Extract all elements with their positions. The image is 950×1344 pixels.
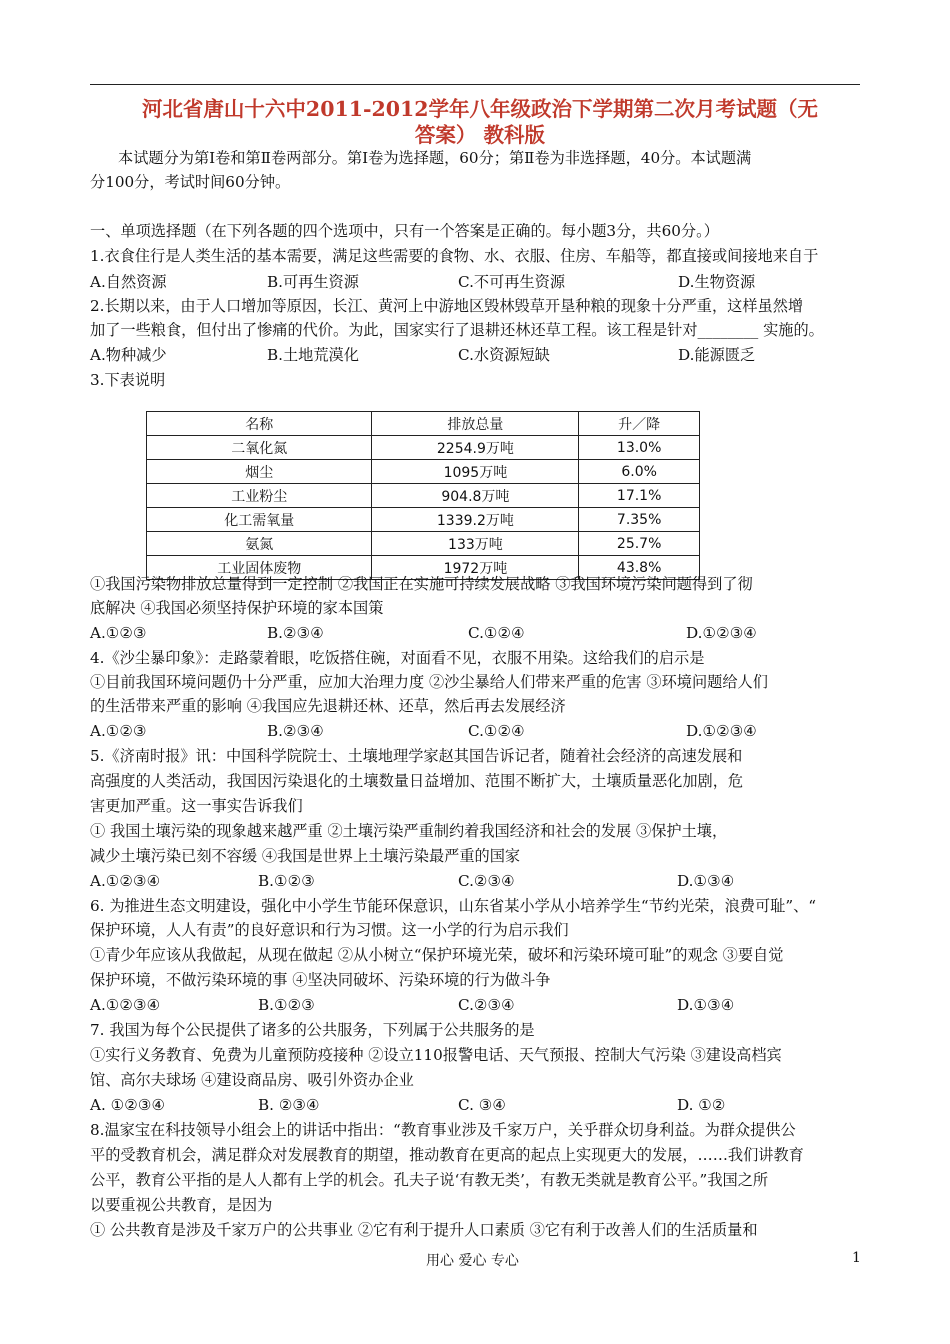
q2-options bbox=[90, 345, 860, 365]
table-cell: 1095万吨 bbox=[372, 460, 579, 484]
q6-line-3: ①青少年应该从我做起，从现在做起 ②从小树立“保护环境光荣，破坏和污染环境可耻”的观念 ③要自觉 bbox=[90, 946, 784, 964]
q4-option-c: C.①②④ bbox=[468, 722, 525, 740]
q7-option-d: D. ①② bbox=[677, 1096, 726, 1114]
q4-options bbox=[90, 721, 860, 741]
table-cell: 25.7% bbox=[579, 532, 700, 556]
q8-line-5: ① 公共教育是涉及千家万户的公共事业 ②它有利于提升人口素质 ③它有利于改善人们的生活质量和 bbox=[90, 1221, 758, 1239]
q3-line-2: 底解决 ④我国必须坚持保护环境的家本国策 bbox=[90, 599, 384, 617]
table-cell: 7.35% bbox=[579, 508, 700, 532]
table-cell: 43.8% bbox=[579, 556, 700, 580]
q6-line-1: 6. 为推进生态文明建设，强化中小学生节能环保意识，山东省某小学从小培养学生“节约光荣，浪费可耻”、“ bbox=[90, 897, 817, 915]
q2-option-c: C.水资源短缺 bbox=[458, 346, 550, 364]
q1-option-b: B.可再生资源 bbox=[267, 273, 359, 291]
table-header-change: 升／降 bbox=[579, 412, 700, 436]
q6-option-d: D.①③④ bbox=[677, 996, 735, 1014]
title-line-2: 答案） 教科版 bbox=[414, 123, 546, 147]
q7-options bbox=[90, 1095, 860, 1115]
q6-options bbox=[90, 995, 860, 1015]
table-header-total: 排放总量 bbox=[372, 412, 579, 436]
q5-option-b: B.①②③ bbox=[258, 872, 315, 890]
q4-option-b: B.②③④ bbox=[267, 722, 324, 740]
q3-options bbox=[90, 623, 860, 643]
table-cell: 1339.2万吨 bbox=[372, 508, 579, 532]
table-cell: 工业粉尘 bbox=[147, 484, 372, 508]
emissions-table bbox=[146, 411, 700, 580]
q7-option-c: C. ③④ bbox=[458, 1096, 506, 1114]
q5-option-c: C.②③④ bbox=[458, 872, 515, 890]
table-cell: 2254.9万吨 bbox=[372, 436, 579, 460]
q5-line-5: 减少土壤污染已刻不容缓 ④我国是世界上土壤污染最严重的国家 bbox=[90, 847, 521, 865]
intro-line-1: 本试题分为第Ⅰ卷和第Ⅱ卷两部分。第Ⅰ卷为选择题，60分；第Ⅱ卷为非选择题，40分。本试题满 bbox=[118, 149, 752, 167]
table-cell: 1972万吨 bbox=[372, 556, 579, 580]
q1-stem: 1.衣食住行是人类生活的基本需要，满足这些需要的食物、水、衣服、住房、车船等，都直接或间接地来自于 bbox=[90, 247, 819, 265]
table-cell: 烟尘 bbox=[147, 460, 372, 484]
table-row bbox=[147, 508, 700, 532]
title-line-1: 河北省唐山十六中2011-2012学年八年级政治下学期第二次月考试题（无 bbox=[141, 97, 819, 121]
q7-option-b: B. ②③④ bbox=[258, 1096, 320, 1114]
section-heading: 一、单项选择题（在下列各题的四个选项中，只有一个答案是正确的。每小题3分，共60分。） bbox=[90, 222, 719, 240]
table-cell: 13.0% bbox=[579, 436, 700, 460]
q5-option-a: A.①②③④ bbox=[90, 872, 161, 890]
q2-option-a: A.物种减少 bbox=[90, 346, 167, 364]
table-row bbox=[147, 532, 700, 556]
q7-line-3: 馆、高尔夫球场 ④建设商品房、吸引外资办企业 bbox=[90, 1071, 414, 1089]
q7-line-2: ①实行义务教育、免费为儿童预防疫接种 ②设立110报警电话、天气预报、控制大气污染 ③建设高档宾 bbox=[90, 1046, 782, 1064]
header-rule bbox=[90, 84, 860, 85]
q1-option-c: C.不可再生资源 bbox=[458, 273, 566, 291]
q3-option-c: C.①②④ bbox=[468, 624, 525, 642]
page-number: 1 bbox=[852, 1250, 861, 1266]
intro-line-2: 分100分，考试时间60分钟。 bbox=[90, 173, 291, 191]
q7-line-1: 7. 我国为每个公民提供了诸多的公共服务，下列属于公共服务的是 bbox=[90, 1021, 535, 1039]
q3-option-d: D.①②③④ bbox=[686, 624, 757, 642]
table-header-row bbox=[147, 412, 700, 436]
q4-line-1: ①目前我国环境问题仍十分严重，应加大治理力度 ②沙尘暴给人们带来严重的危害 ③环境问题给人们 bbox=[90, 673, 768, 691]
q6-line-4: 保护环境，不做污染环境的事 ④坚决同破坏、污染环境的行为做斗争 bbox=[90, 971, 551, 989]
q2-line-2: 加了一些粮食，但付出了惨痛的代价。为此，国家实行了退耕还林还草工程。该工程是针对________ 实施的。 bbox=[90, 321, 824, 339]
q8-line-4: 以要重视公共教育，是因为 bbox=[90, 1196, 273, 1214]
table-cell: 化工需氧量 bbox=[147, 508, 372, 532]
q4-option-d: D.①②③④ bbox=[686, 722, 757, 740]
q5-line-2: 高强度的人类活动，我国因污染退化的土壤数量日益增加、范围不断扩大，土壤质量恶化加剧，危 bbox=[90, 772, 744, 790]
q5-line-1: 5.《济南时报》讯：中国科学院院士、土壤地理学家赵其国告诉记者，随着社会经济的高速发展和 bbox=[90, 747, 743, 765]
q4-option-a: A.①②③ bbox=[90, 722, 147, 740]
table-cell: 二氧化氮 bbox=[147, 436, 372, 460]
table-row bbox=[147, 484, 700, 508]
q6-line-2: 保护环境，人人有责”的良好意识和行为习惯。这一小学的行为启示我们 bbox=[90, 921, 569, 939]
q3-option-b: B.②③④ bbox=[267, 624, 324, 642]
q3-stem: 3.下表说明 bbox=[90, 371, 166, 389]
table-row bbox=[147, 460, 700, 484]
q4-line-2: 的生活带来严重的影响 ④我国应先退耕还林、还草，然后再去发展经济 bbox=[90, 697, 566, 715]
table-cell: 133万吨 bbox=[372, 532, 579, 556]
q6-option-b: B.①②③ bbox=[258, 996, 315, 1014]
q8-line-1: 8.温家宝在科技领导小组会上的讲话中指出：“教育事业涉及千家万户，关乎群众切身利益。为群众提供公 bbox=[90, 1121, 796, 1139]
table-cell: 工业固体废物 bbox=[147, 556, 372, 580]
q1-option-a: A.自然资源 bbox=[90, 273, 167, 291]
q5-line-3: 害更加严重。这一事实告诉我们 bbox=[90, 797, 303, 815]
q6-option-a: A.①②③④ bbox=[90, 996, 161, 1014]
q5-line-4: ① 我国土壤污染的现象越来越严重 ②土壤污染严重制约着我国经济和社会的发展 ③保护土壤， bbox=[90, 822, 728, 840]
table-header-name: 名称 bbox=[147, 412, 372, 436]
footer-motto: 用心 爱心 专心 bbox=[426, 1253, 519, 1269]
document-title bbox=[90, 96, 870, 148]
q3-line-1: ①我国污染物排放总量得到一定控制 ②我国正在实施可持续发展战略 ③我国环境污染问题得到了彻 bbox=[90, 575, 753, 593]
q6-option-c: C.②③④ bbox=[458, 996, 515, 1014]
q8-line-2: 平的受教育机会，满足群众对发展教育的期望，推动教育在更高的起点上实现更大的发展，……我们讲教育 bbox=[90, 1146, 804, 1164]
q5-options bbox=[90, 871, 860, 891]
q7-option-a: A. ①②③④ bbox=[90, 1096, 166, 1114]
table-cell: 6.0% bbox=[579, 460, 700, 484]
q5-option-d: D.①③④ bbox=[677, 872, 735, 890]
table-cell: 904.8万吨 bbox=[372, 484, 579, 508]
q2-option-d: D.能源匮乏 bbox=[678, 346, 756, 364]
q2-option-b: B.土地荒漠化 bbox=[267, 346, 359, 364]
q1-options bbox=[90, 272, 860, 292]
table-cell: 17.1% bbox=[579, 484, 700, 508]
q2-line-1: 2.长期以来，由于人口增加等原因，长江、黄河上中游地区毁林毁草开垦种粮的现象十分严重，这样虽然增 bbox=[90, 297, 804, 315]
table-row bbox=[147, 436, 700, 460]
table-cell: 氨氮 bbox=[147, 532, 372, 556]
q3-option-a: A.①②③ bbox=[90, 624, 147, 642]
q4-stem: 4.《沙尘暴印象》：走路蒙着眼，吃饭搭住碗，对面看不见，衣服不用染。这给我们的启示是 bbox=[90, 649, 705, 667]
q1-option-d: D.生物资源 bbox=[678, 273, 756, 291]
q8-line-3: 公平，教育公平指的是人人都有上学的机会。孔夫子说‘有教无类’，有教无类就是教育公平。”我国之所 bbox=[90, 1171, 769, 1189]
